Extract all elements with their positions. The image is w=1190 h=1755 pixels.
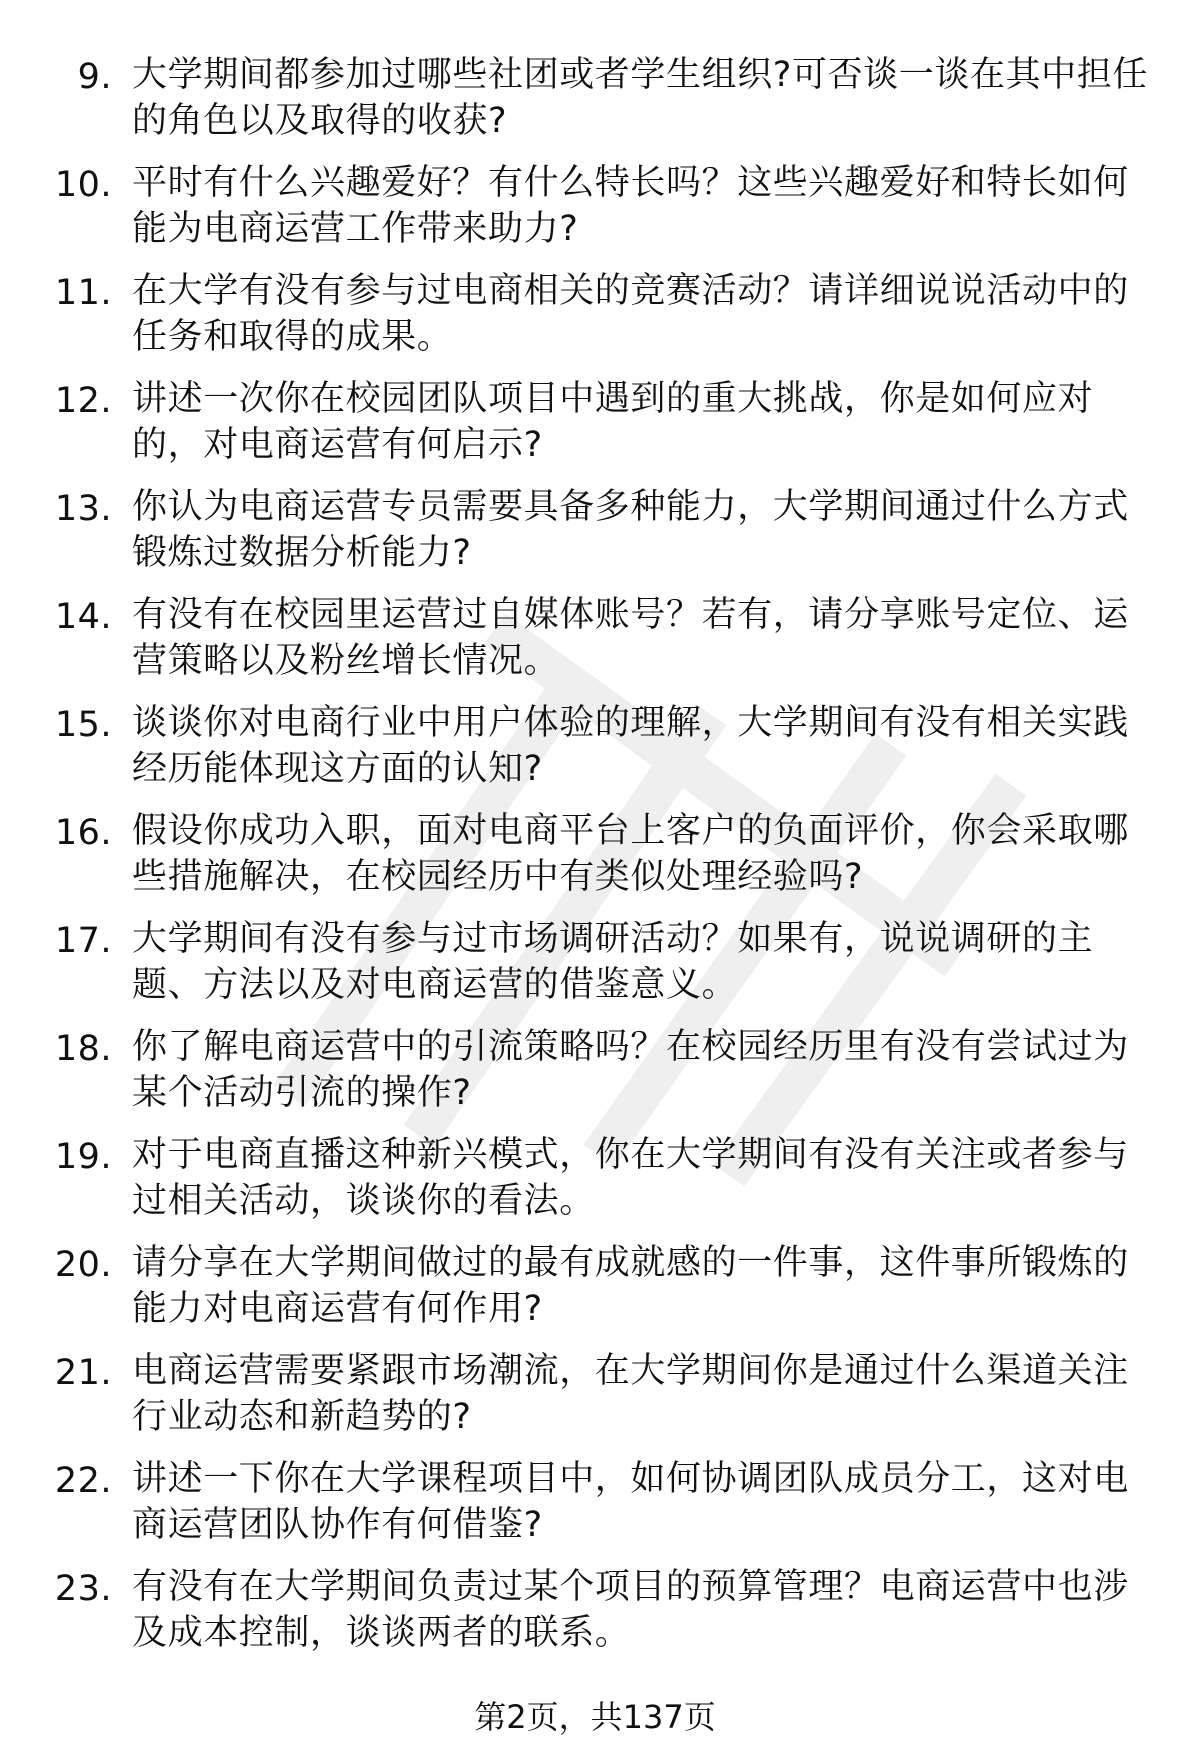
question-number: 9. [77,57,112,97]
list-item [0,484,1190,592]
question-number: 10. [54,165,112,205]
question-number: 23. [54,1569,112,1609]
list-item [0,52,1190,160]
question-text: 谈谈你对电商行业中用户体验的理解，大学期间有没有相关实践经历能体现这方面的认知? [132,703,1129,789]
list-item [0,916,1190,1024]
question-number: 18. [54,1029,112,1069]
list-item [0,808,1190,916]
question-text: 你认为电商运营专员需要具备多种能力，大学期间通过什么方式锻炼过数据分析能力? [132,487,1129,573]
list-item [0,700,1190,808]
list-item [0,1132,1190,1240]
question-number: 12. [54,381,112,421]
question-list [0,52,1190,1672]
question-text: 讲述一下你在大学课程项目中，如何协调团队成员分工，这对电商运营团队协作有何借鉴? [132,1459,1129,1545]
question-text: 有没有在大学期间负责过某个项目的预算管理？电商运营中也涉及成本控制，谈谈两者的联系。 [132,1567,1129,1653]
question-text: 请分享在大学期间做过的最有成就感的一件事，这件事所锻炼的能力对电商运营有何作用? [132,1243,1129,1329]
list-item [0,1564,1190,1672]
question-number: 16. [54,813,112,853]
question-text: 在大学有没有参与过电商相关的竞赛活动？请详细说说活动中的任务和取得的成果。 [132,271,1129,357]
list-item [0,1240,1190,1348]
question-number: 14. [54,597,112,637]
question-number: 19. [54,1137,112,1177]
question-text: 大学期间有没有参与过市场调研活动？如果有，说说调研的主题、方法以及对电商运营的借鉴意义。 [132,919,1094,1005]
question-number: 21. [54,1353,112,1393]
question-text: 有没有在校园里运营过自媒体账号？若有，请分享账号定位、运营策略以及粉丝增长情况。 [132,595,1129,681]
list-item [0,592,1190,700]
list-item [0,1024,1190,1132]
question-number: 17. [54,921,112,961]
question-number: 15. [54,705,112,745]
question-text: 你了解电商运营中的引流策略吗？在校园经历里有没有尝试过为某个活动引流的操作? [132,1027,1129,1113]
question-text: 假设你成功入职，面对电商平台上客户的负面评价，你会采取哪些措施解决，在校园经历中有类似处理经验吗? [132,811,1129,897]
question-text: 对于电商直播这种新兴模式，你在大学期间有没有关注或者参与过相关活动，谈谈你的看法。 [132,1135,1129,1221]
question-text: 电商运营需要紧跟市场潮流，在大学期间你是通过什么渠道关注行业动态和新趋势的? [132,1351,1129,1437]
list-item [0,1348,1190,1456]
question-text: 平时有什么兴趣爱好？有什么特长吗？这些兴趣爱好和特长如何能为电商运营工作带来助力? [132,163,1129,249]
list-item [0,1456,1190,1564]
list-item [0,160,1190,268]
list-item [0,376,1190,484]
page-footer: 第2页，共137页 [474,1698,716,1736]
question-text: 大学期间都参加过哪些社团或者学生组织?可否谈一谈在其中担任的角色以及取得的收获? [132,55,1148,141]
question-number: 13. [54,489,112,529]
question-number: 11. [54,273,112,313]
list-item [0,268,1190,376]
question-number: 20. [54,1245,112,1285]
question-text: 讲述一次你在校园团队项目中遇到的重大挑战，你是如何应对的，对电商运营有何启示? [132,379,1094,465]
question-number: 22. [54,1461,112,1501]
